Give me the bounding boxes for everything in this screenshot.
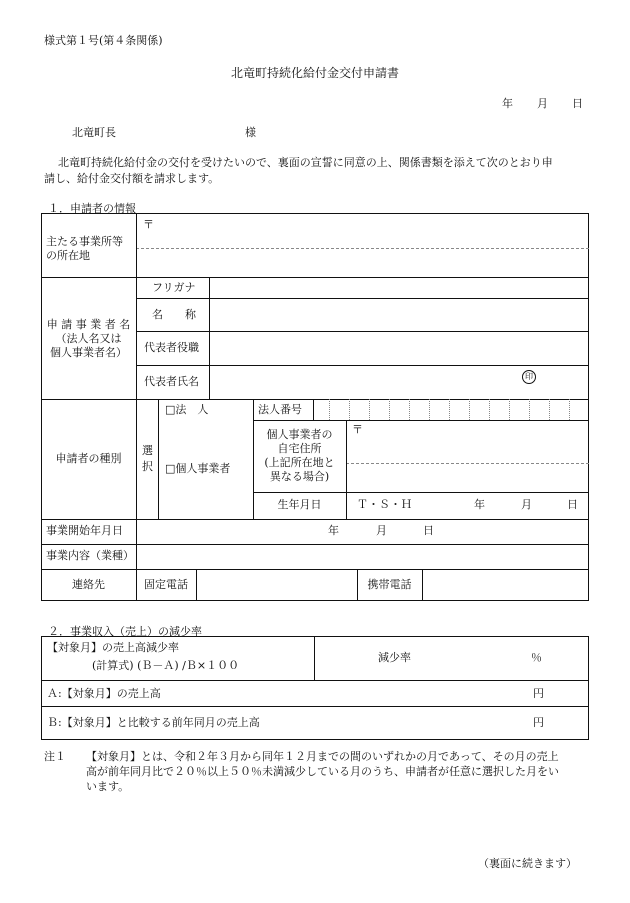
home-address-label-1: 個人事業者の — [266, 428, 333, 441]
intro-line-1: 北竜町持続化給付金の交付を受けたいので、裏面の宣誓に同意の上、関係書類を添えて次のとおり申 — [58, 156, 553, 169]
rate-column: 減少率 — [378, 651, 411, 664]
note-line-1: 【対象月】とは、令和２年３月から同年１２月までの間のいずれかの月であって、その月の売上 — [86, 750, 559, 763]
contact-label: 連絡先 — [72, 578, 105, 591]
applicant-label-1: 申 請 事 業 者 名 — [46, 318, 131, 331]
section1-heading: １．申請者の情報 — [48, 202, 136, 215]
rate-label: 【対象月】の売上高減少率 — [47, 641, 179, 654]
section2-heading: ２．事業収入（売上）の減少率 — [48, 625, 202, 638]
intro-line-2: 請し、給付金交付額を請求します。 — [44, 172, 220, 185]
row-b-yen: 円 — [533, 716, 544, 729]
seal-mark: 印 — [522, 370, 536, 384]
addressee-honorific: 様 — [245, 126, 256, 139]
applicant-label-3: 個人事業者名） — [50, 346, 127, 359]
start-day: 日 — [423, 524, 434, 537]
type-label: 申請者の種別 — [55, 452, 122, 465]
birth-year: 年 — [474, 498, 485, 511]
home-address-label-3: (上記所在地と — [264, 456, 335, 469]
row-a-label: Ａ:【対象月】の売上高 — [47, 687, 161, 700]
landline-label: 固定電話 — [144, 578, 188, 591]
percent-sign: ％ — [531, 651, 542, 664]
rep-title-label: 代表者役職 — [144, 341, 199, 354]
start-month: 月 — [376, 524, 387, 537]
applicant-label-2: （法人名又は — [55, 332, 122, 345]
home-postal-mark: 〒 — [352, 423, 363, 436]
company-name-label: 名 称 — [152, 308, 196, 321]
corp-checkbox[interactable]: □法 人 — [165, 403, 209, 416]
formula: (計算式) (Ｂ－Ａ) /Ｂ×１００ — [92, 659, 240, 672]
rep-name-label: 代表者氏名 — [144, 375, 199, 388]
birth-day: 日 — [567, 498, 578, 511]
individual-checkbox[interactable]: □個人事業者 — [165, 462, 231, 475]
postal-mark: 〒 — [143, 218, 154, 231]
date-year: 年 — [502, 97, 513, 110]
address-label-2: の所在地 — [46, 249, 90, 262]
applicant-info-table — [41, 213, 589, 601]
select-label-2: 択 — [142, 460, 153, 473]
page-title: 北竜町持続化給付金交付申請書 — [230, 66, 399, 80]
addressee-name: 北竜町長 — [72, 126, 116, 139]
birth-label: 生年月日 — [277, 498, 322, 511]
mobile-label: 携帯電話 — [367, 578, 412, 591]
start-year: 年 — [328, 524, 339, 537]
home-address-label-2: 自宅住所 — [277, 442, 322, 455]
note-label: 注１ — [44, 750, 66, 763]
date-month: 月 — [537, 97, 548, 110]
note-line-3: います。 — [86, 780, 130, 793]
row-a-yen: 円 — [533, 687, 544, 700]
furigana-label: フリガナ — [152, 281, 196, 294]
form-number: 様式第１号(第４条関係) — [44, 34, 163, 47]
note-line-2: 高が前年同月比で２０％以上５０％未満減少している月のうち、申請者が任意に選択した月をい — [86, 765, 559, 778]
business-label: 事業内容（業種） — [46, 549, 134, 562]
birth-month: 月 — [521, 498, 532, 511]
start-date-label: 事業開始年月日 — [46, 524, 123, 537]
row-b-label: Ｂ:【対象月】と比較する前年同月の売上高 — [47, 716, 260, 729]
select-label-1: 選 — [142, 444, 153, 457]
footer-continued: （裏面に続きます） — [478, 857, 577, 870]
address-label-1: 主たる事業所等 — [46, 235, 123, 248]
corp-number-label: 法人番号 — [258, 403, 302, 416]
home-address-label-4: 異なる場合) — [269, 470, 330, 483]
date-day: 日 — [572, 97, 583, 110]
era-options: Ｔ・Ｓ・Ｈ — [357, 498, 412, 511]
